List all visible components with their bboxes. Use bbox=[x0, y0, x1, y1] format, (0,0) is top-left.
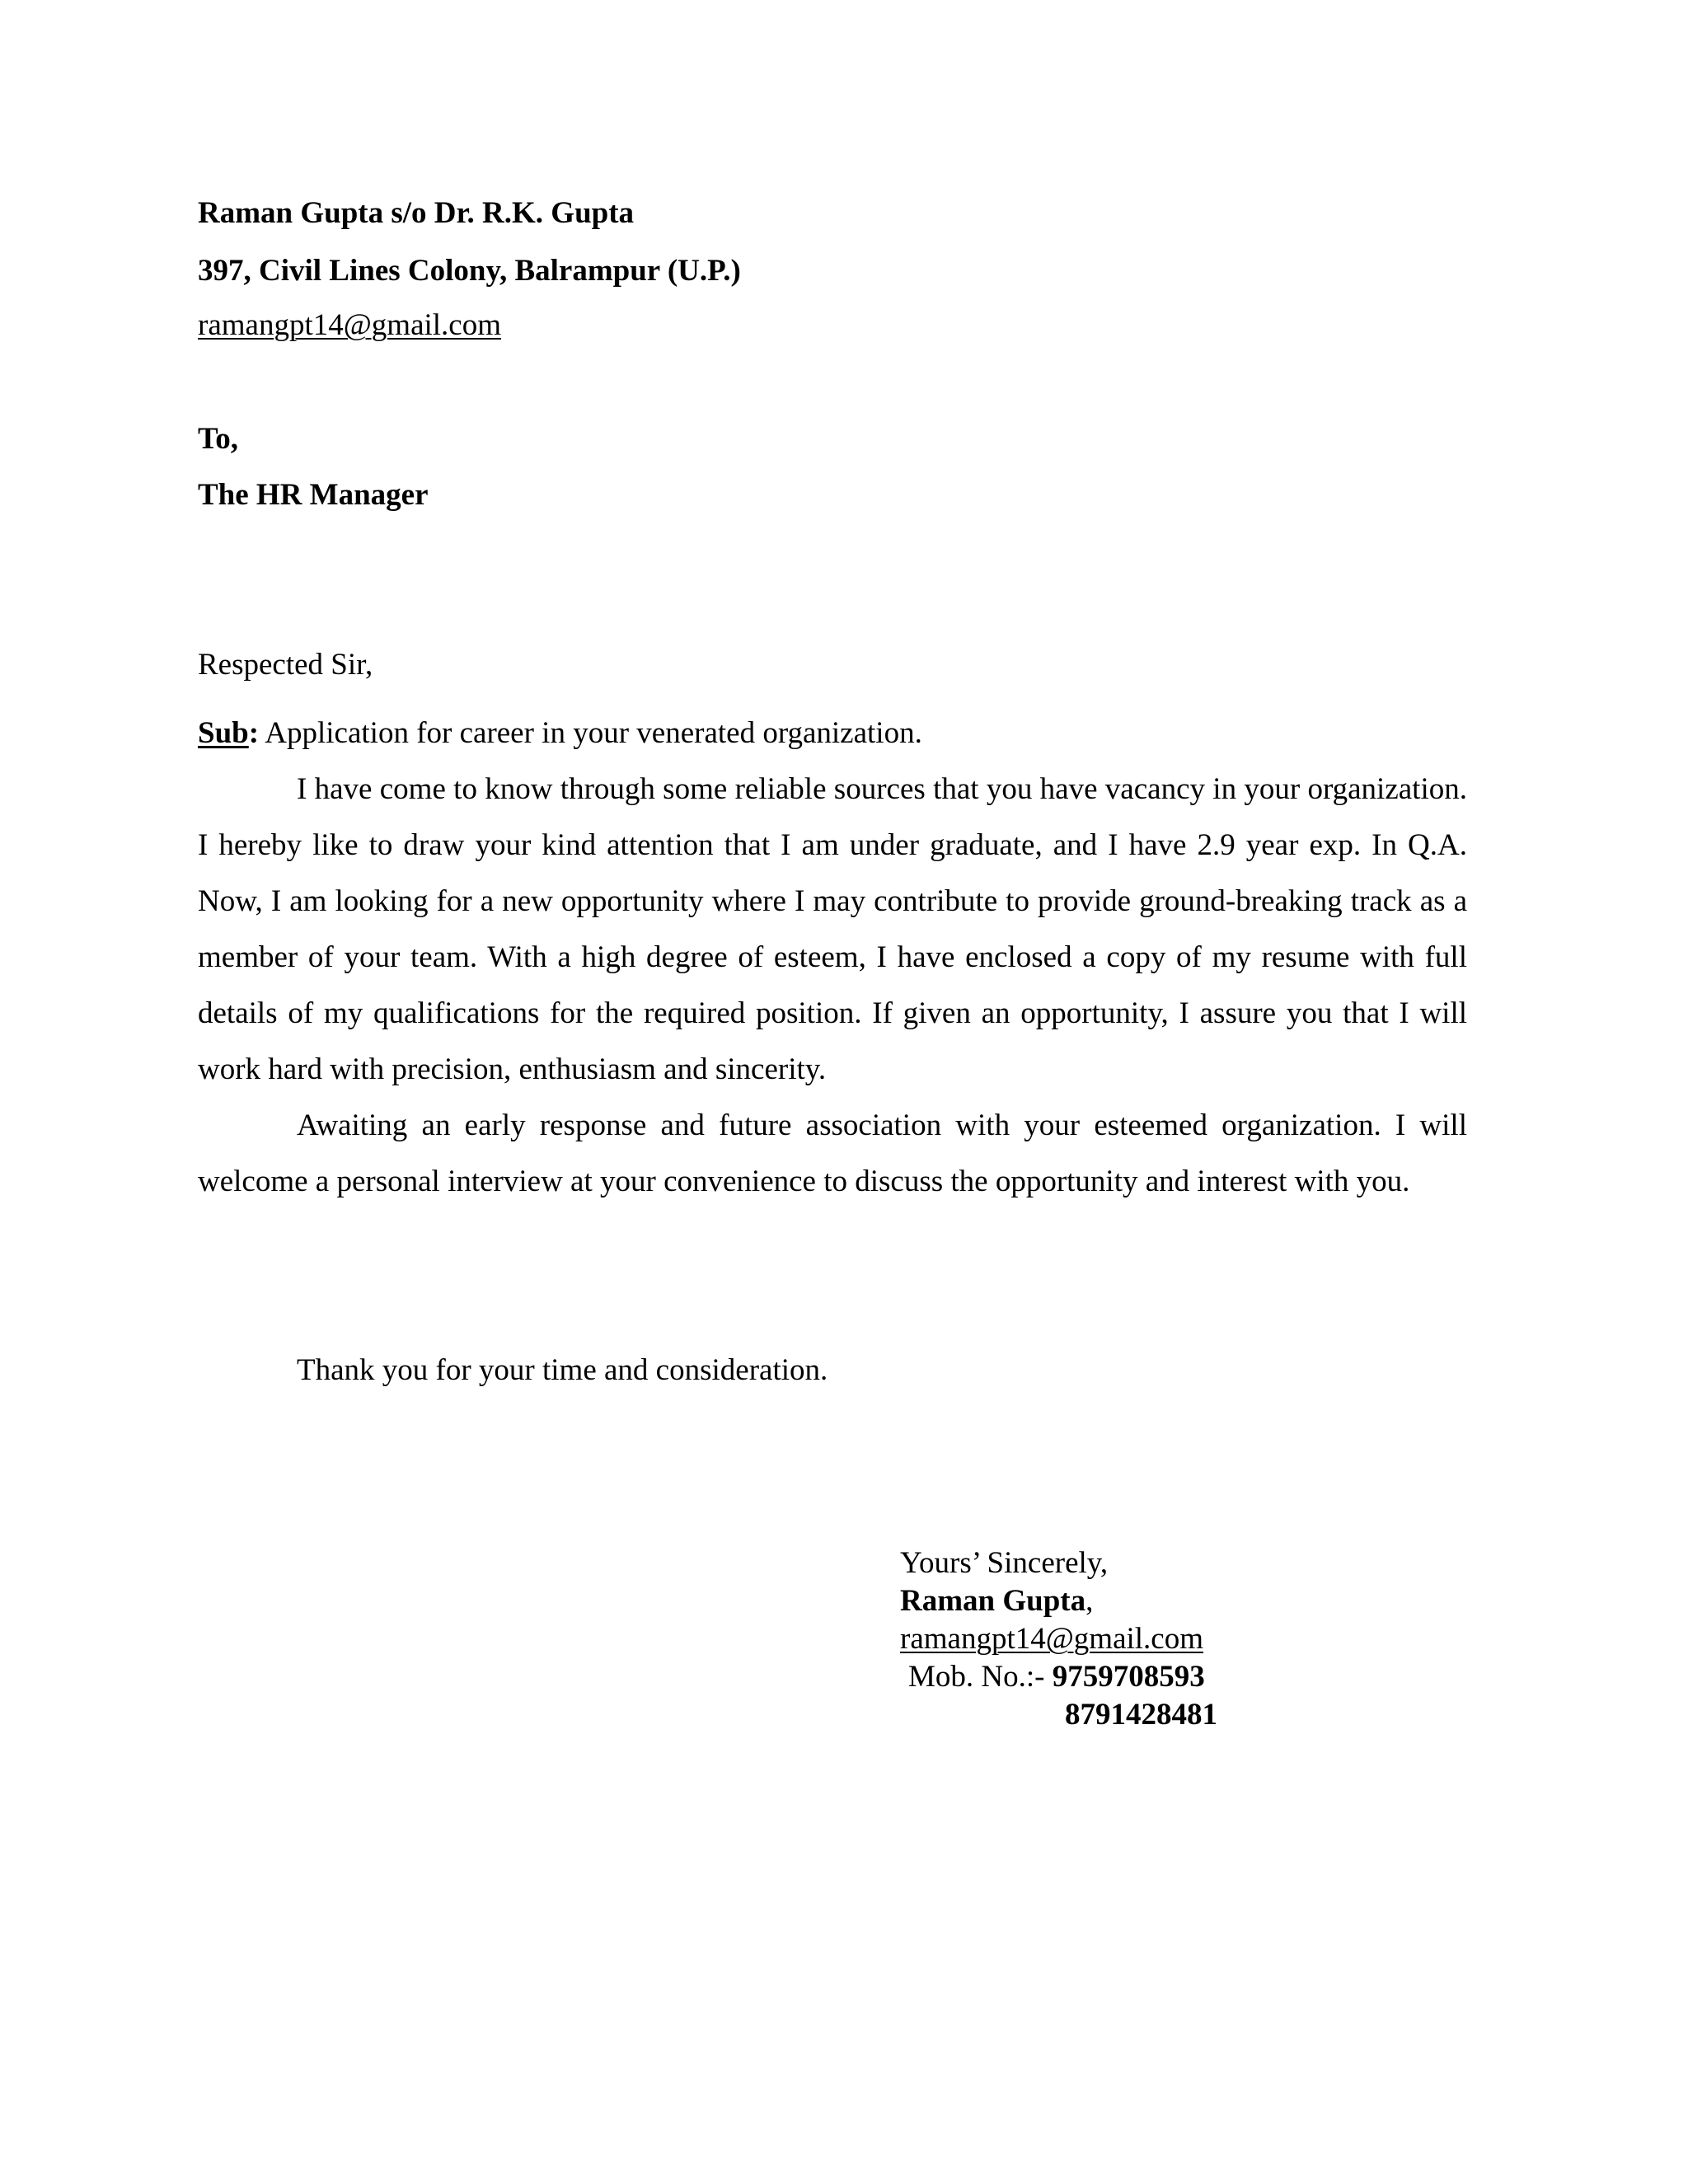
subject-colon: : bbox=[248, 716, 260, 750]
mobile-label: Mob. No.:- bbox=[908, 1660, 1053, 1694]
body-paragraph-1: I have come to know through some reliable sources that you have vacancy in your organization. I hereby like to draw your kind attention that I am under graduate, and I have 2.9 year exp. In Q.A. Now, I am looking for a new opportunity where I may contribute to provide ground-breaking track as a member of your team. With a high degree of esteem, I have enclosed a copy of my resume with full details of my qualifications for the required position. If given an opportunity, I assure you that I will work hard with precision, enthusiasm and sincerity. bbox=[198, 772, 1467, 1086]
subject-text: Application for career in your venerated organization. bbox=[259, 716, 922, 750]
signature-block bbox=[900, 1544, 1217, 1734]
body-paragraph-2: Awaiting an early response and future association with your esteemed organization. I will welcome a personal interview at your convenience to discuss the opportunity and interest with you. bbox=[198, 1108, 1467, 1198]
sender-address: 397, Civil Lines Colony, Balrampur (U.P.) bbox=[198, 254, 741, 288]
subject-label: Sub bbox=[198, 716, 249, 750]
signer-email-link[interactable]: ramangpt14@gmail.com bbox=[900, 1622, 1204, 1656]
signer-name-suffix: , bbox=[1085, 1584, 1094, 1618]
mobile-row bbox=[900, 1658, 1217, 1696]
subject-line bbox=[198, 705, 1467, 762]
signer-name: Raman Gupta bbox=[900, 1584, 1086, 1618]
mobile-number-1: 9759708593 bbox=[1052, 1660, 1205, 1694]
thanks-line: Thank you for your time and consideration. bbox=[297, 1353, 828, 1387]
signer-name-row bbox=[900, 1582, 1217, 1620]
recipient-to: To, bbox=[198, 422, 239, 456]
letter-body bbox=[198, 705, 1467, 1210]
sender-name-line: Raman Gupta s/o Dr. R.K. Gupta bbox=[198, 196, 635, 230]
sender-email-link[interactable]: ramangpt14@gmail.com bbox=[198, 308, 502, 342]
salutation: Respected Sir, bbox=[198, 648, 373, 682]
valediction: Yours’ Sincerely, bbox=[900, 1546, 1109, 1580]
mobile-number-2: 8791428481 bbox=[1065, 1698, 1217, 1732]
recipient-title: The HR Manager bbox=[198, 478, 429, 512]
